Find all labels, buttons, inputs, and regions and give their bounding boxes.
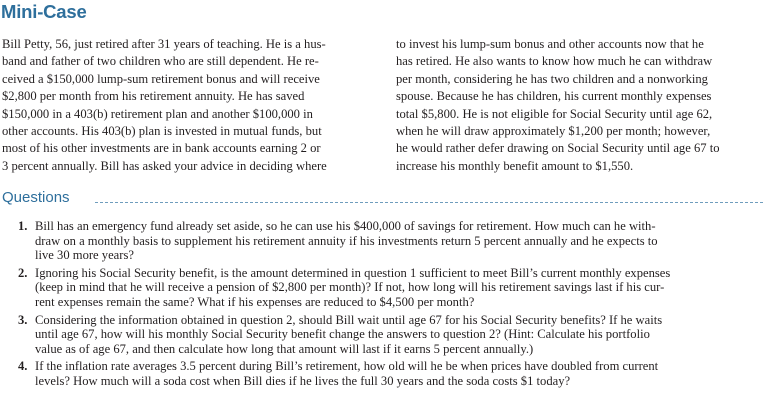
case-text-line: total $5,800. He is not eligible for Social Security until age 62, (396, 106, 713, 121)
case-text-line: increase his monthly benefit amount to $1,550. (396, 158, 634, 173)
case-text-line: other accounts. His 403(b) plan is invested in mutual funds, but (2, 124, 322, 139)
question-item (18, 313, 764, 357)
question-line: Bill has an emergency fund already set aside, so he can use his $400,000 of savings for retirement. How much can he with- (35, 219, 656, 233)
question-number: 4. (18, 359, 28, 374)
case-text-line: Bill Petty, 56, just retired after 31 years of teaching. He is a hus- (2, 37, 326, 51)
case-text-line: when he will draw approximately $1,200 per month; however, (396, 124, 711, 139)
case-text-line: ceived a $150,000 lump-sum retirement bonus and will receive (2, 71, 320, 86)
question-line: Ignoring his Social Security benefit, is the amount determined in question 1 sufficient to meet Bill’s current monthly expenses (35, 265, 671, 280)
case-text-line: band and father of two children who are still dependent. He re- (2, 54, 319, 69)
question-item (18, 359, 764, 388)
question-line: If the inflation rate averages 3.5 percent during Bill’s retirement, how old will he be when prices have doubled from current (35, 359, 659, 374)
questions-list (18, 219, 764, 389)
case-text-line: $150,000 in a 403(b) retirement plan and another $100,000 in (2, 106, 313, 121)
question-line: Considering the information obtained in question 2, should Bill wait until age 67 for his Social Security benefits? If he waits (35, 312, 663, 327)
question-line: levels? How much will a soda cost when Bill dies if he lives the full 30 years and the soda costs $1 today? (35, 373, 571, 388)
question-line: rent expenses remain the same? What if his expenses are reduced to $4,500 per month? (35, 294, 475, 309)
question-line: until age 67, how will his monthly Social Security benefit change the answers to question 2? (Hint: Calculate his portfolio (35, 327, 650, 342)
case-text-line: $2,800 per month from his retirement annuity. He has saved (2, 89, 305, 104)
question-number: 2. (18, 265, 28, 280)
case-text-line: to invest his lump-sum bonus and other accounts now that he (396, 37, 704, 51)
case-text-right-column (396, 36, 762, 175)
questions-heading: Questions (2, 189, 70, 206)
case-text-line: 3 percent annually. Bill has asked your advice in deciding where (2, 158, 327, 173)
case-text-line: spouse. Because he has children, his current monthly expenses (396, 89, 712, 104)
question-line: (keep in mind that he will receive a pension of $2,800 per month)? If not, how long will his retirement savings last if his cur- (35, 280, 665, 295)
case-text-line: has retired. He also wants to know how much he can withdraw (396, 54, 713, 69)
case-text-line: per month, considering he has two children and a nonworking (396, 71, 708, 86)
question-item (18, 219, 764, 263)
case-title: Mini-Case (1, 1, 87, 22)
case-text-line: he would rather defer drawing on Social Security until age 67 to (396, 141, 720, 156)
question-number: 3. (18, 312, 28, 327)
question-item (18, 266, 764, 310)
case-text-line: most of his other investments are in bank accounts earning 2 or (2, 141, 321, 156)
question-line: value as of age 67, and then calculate how long that amount will last if it earns 5 percent annually.) (35, 341, 534, 356)
question-line: live 30 more years? (35, 248, 134, 263)
case-text-left-column (2, 36, 381, 175)
questions-divider (95, 202, 763, 203)
question-number: 1. (18, 219, 28, 233)
question-line: draw on a monthly basis to supplement his retirement annuity if his investments return 5 percent annually and he expects to (35, 233, 658, 248)
